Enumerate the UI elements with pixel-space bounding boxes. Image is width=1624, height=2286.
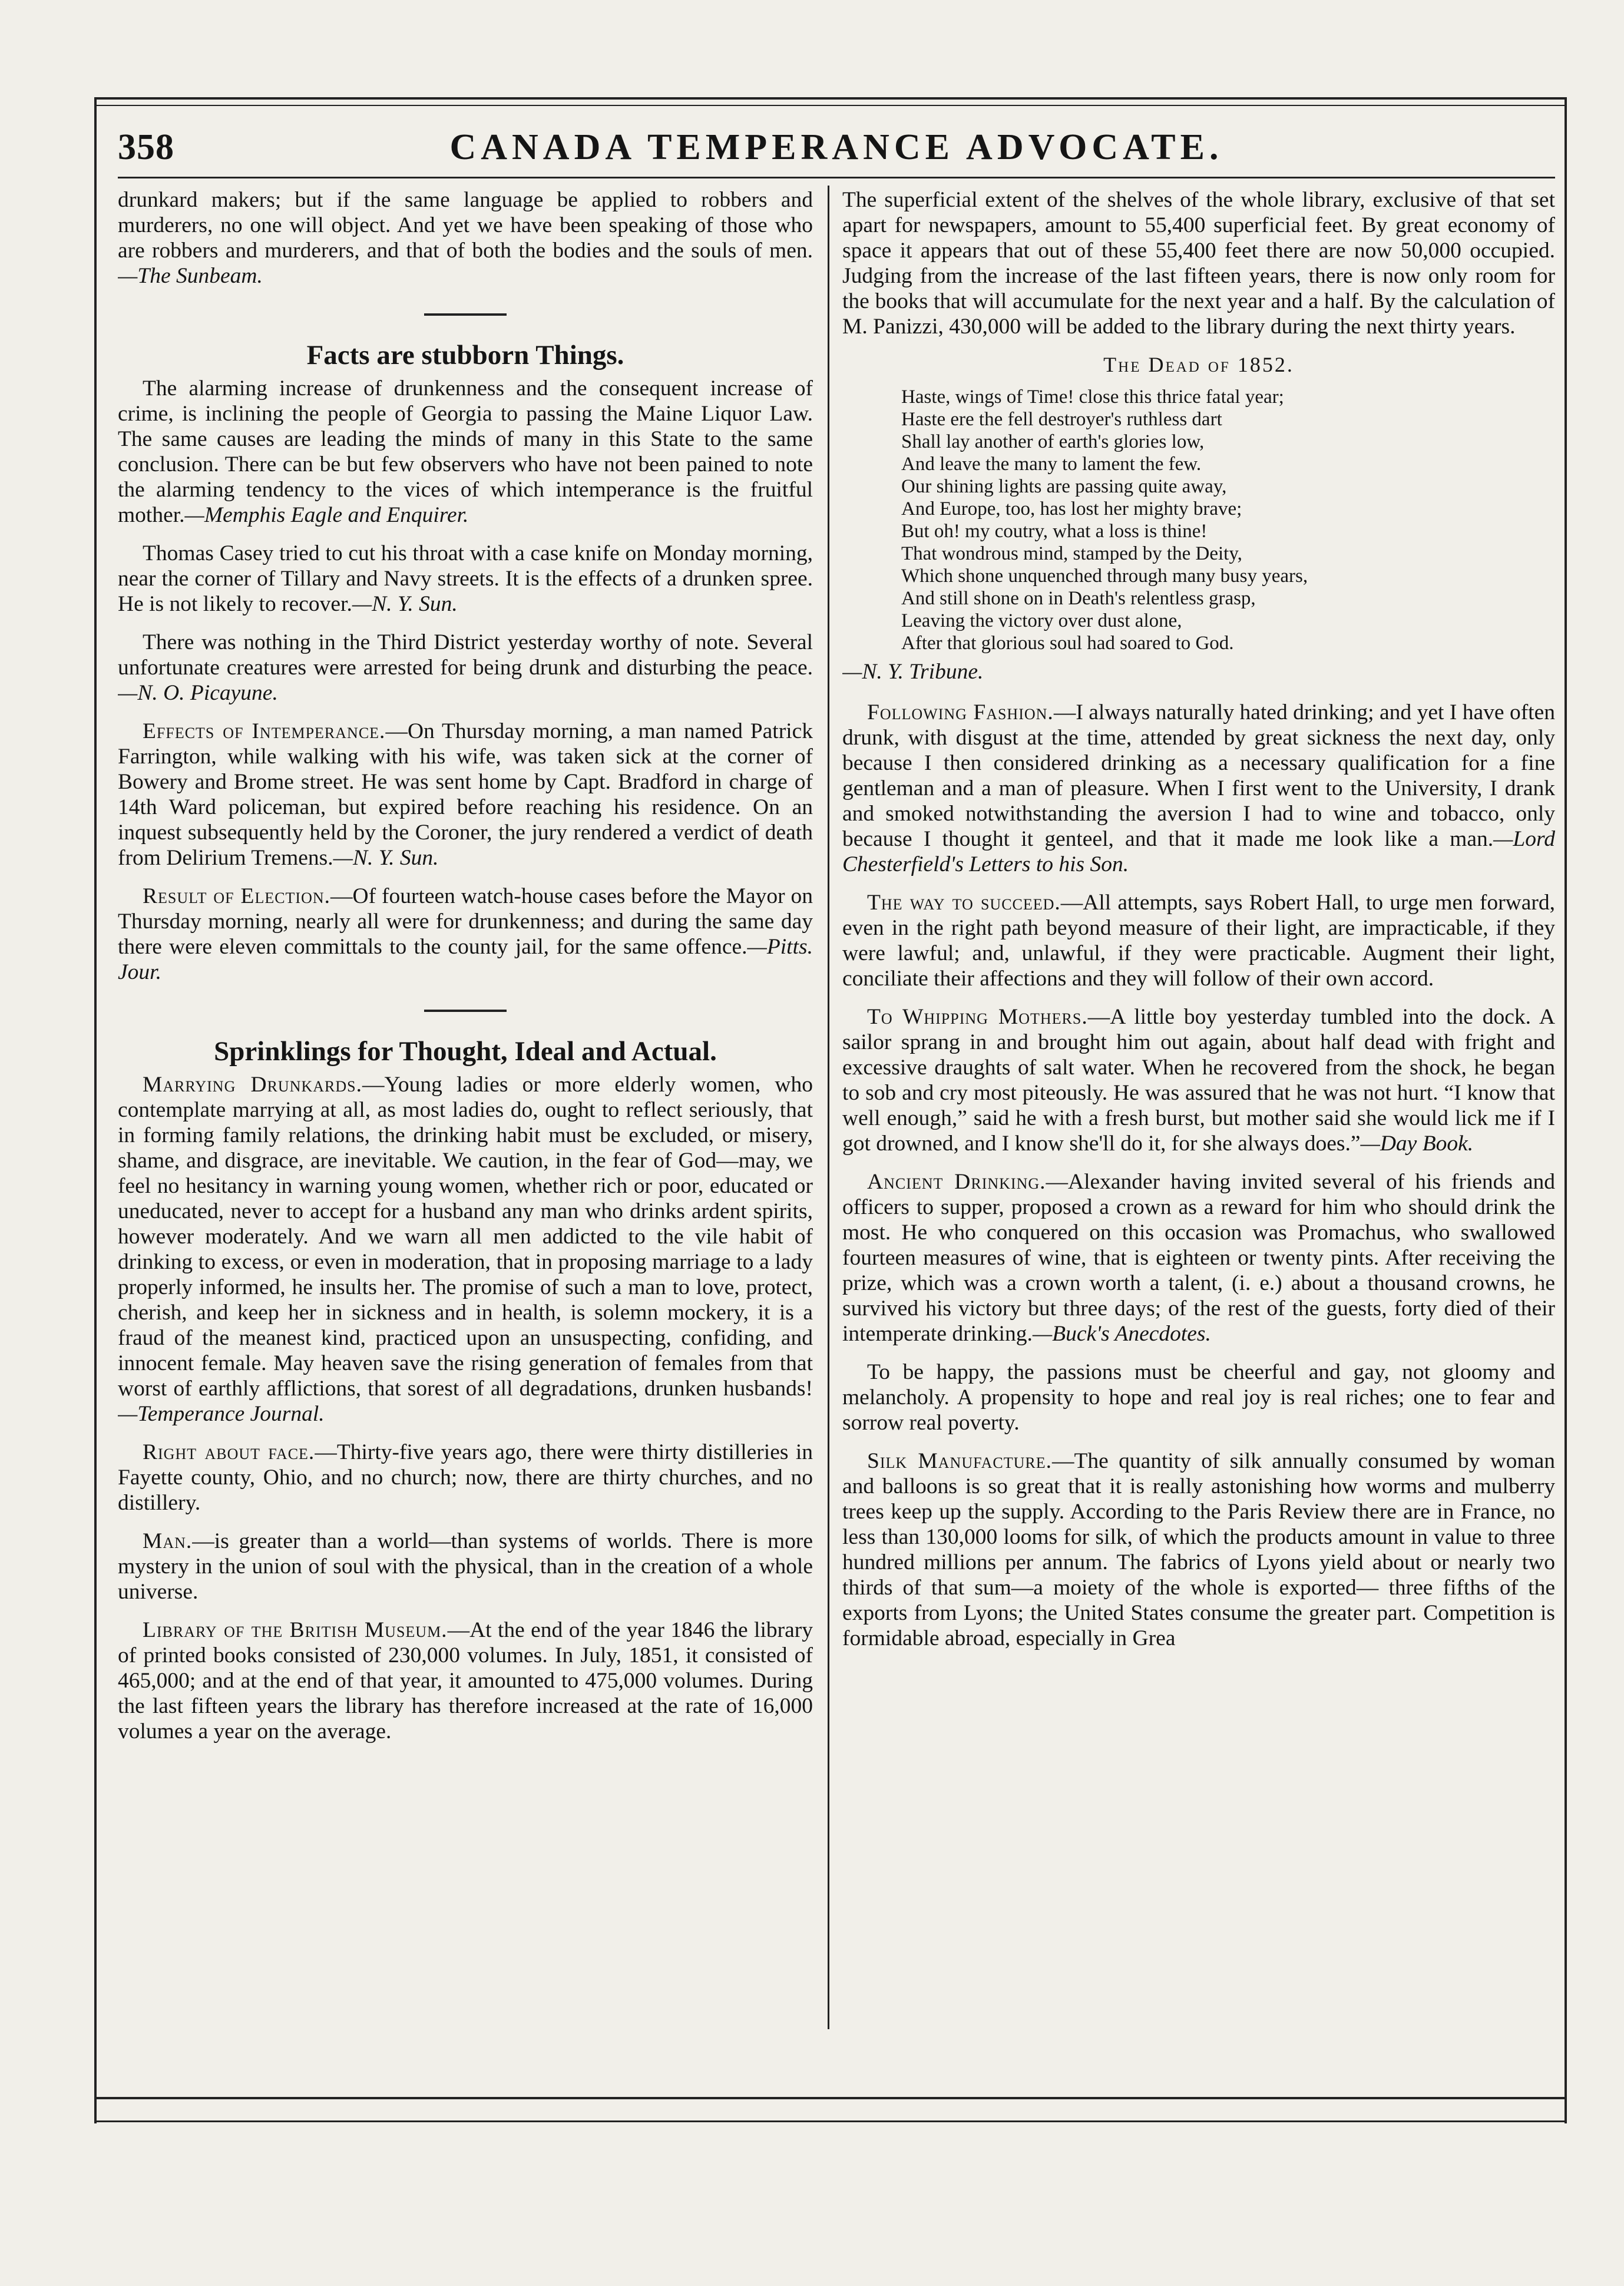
header-rule bbox=[118, 177, 1555, 178]
poem-line: And leave the many to lament the few. bbox=[901, 454, 1202, 475]
source-credit: —N. Y. Sun. bbox=[333, 846, 439, 870]
poem-line: But oh! my coutry, what a loss is thine! bbox=[901, 521, 1208, 542]
paragraph-text: To be happy, the passions must be cheerful and gay, not gloomy and melancholy. A propensity to hope and real joy is real riches; one to fear and sorrow real poverty. bbox=[842, 1360, 1555, 1435]
poem-title: The Dead of 1852. bbox=[1103, 353, 1294, 376]
poem-line: Shall lay another of earth's glories low, bbox=[901, 431, 1205, 452]
paragraph-text: —All attempts, says Robert Hall, to urge men forward, even in the right path beyond measure of their light, are impracticable, if they were lawful; and, unlawful, if they were practicable. Augment their light, conciliate their affections and they will follow of their own accord. bbox=[842, 891, 1555, 991]
running-title: CANADA TEMPERANCE ADVOCATE. bbox=[449, 127, 1223, 167]
article-paragraph bbox=[842, 700, 1555, 877]
column-divider bbox=[828, 186, 829, 2029]
poem-line: And Europe, too, has lost her mighty brave; bbox=[901, 498, 1242, 520]
paragraph-heading: Man. bbox=[143, 1529, 193, 1553]
paragraph-heading: Effects of Intemperance. bbox=[143, 719, 386, 743]
poem-line: Our shining lights are passing quite away, bbox=[901, 476, 1227, 497]
article-paragraph bbox=[118, 1529, 813, 1604]
section-title: Facts are stubborn Things. bbox=[306, 340, 624, 370]
source-credit: —Pitts. Jour. bbox=[118, 935, 813, 984]
article-paragraph bbox=[842, 1004, 1555, 1156]
article-paragraph bbox=[118, 630, 813, 706]
paragraph-text: drunkard makers; but if the same language be applied to robbers and murderers, no one will object. And yet we have been speaking of those who are robbers and murderers, and that of both the bodies and the souls of men. bbox=[118, 188, 813, 263]
source-credit: —N. O. Picayune. bbox=[118, 681, 278, 705]
article-paragraph bbox=[842, 1359, 1555, 1435]
source-credit: —Buck's Anecdotes. bbox=[1032, 1322, 1211, 1346]
paragraph-text: The alarming increase of drunkenness and the consequent increase of crime, is inclining the people of Georgia to passing the Maine Liquor Law. The same causes are leading the minds of many in this State to the same conclusion. There can be but few observers who have not been pained to note the alarming tendency to the vices of which intemperance is the fruitful mother. bbox=[118, 376, 813, 527]
article-paragraph bbox=[118, 376, 813, 528]
source-credit: —Memphis Eagle and Enquirer. bbox=[184, 503, 469, 527]
article-paragraph bbox=[118, 884, 813, 985]
source-credit: —Day Book. bbox=[1360, 1132, 1474, 1156]
paragraph-text: There was nothing in the Third District yesterday worthy of note. Several unfortunate creatures were arrested for being drunk and disturbing the peace. bbox=[118, 630, 813, 680]
section-title: Sprinklings for Thought, Ideal and Actual. bbox=[214, 1036, 717, 1067]
paragraph-text: —On Thursday morning, a man named Patrick Farrington, while walking with his wife, was taken sick at the corner of Bowery and Brome street. He was sent home by Capt. Bradford in charge of 14th Ward policeman, but expired before reaching his residence. On an inquest subsequently held by the Coroner, the jury rendered a verdict of death from Delirium Tremens. bbox=[118, 719, 813, 870]
bottom-border-rule-outer bbox=[94, 2120, 1567, 2122]
paragraph-heading: Marrying Drunkards. bbox=[143, 1073, 362, 1097]
paragraph-heading: Result of Election. bbox=[143, 884, 331, 908]
article-continuation bbox=[842, 187, 1555, 339]
section-rule bbox=[424, 1010, 507, 1012]
left-border-rule bbox=[94, 97, 97, 2123]
top-border-rule-inner bbox=[94, 105, 1567, 106]
article-paragraph bbox=[118, 1617, 813, 1744]
paragraph-text: —The quantity of silk annually consumed by woman and balloons is so great that it is really astonishing how worms and mulberry trees keep up the supply. According to the Paris Review there are in France, no less than 130,000 looms for silk, of which the products amount in value to three hundred millions per annum. The fabrics of Lyons yield about or nearly two thirds of that sum—a moiety of the whole is exported— three fifths of the exports from Lyons; the United States consume the greater part. Competition is formidable abroad, especially in Grea bbox=[842, 1449, 1555, 1650]
poem-line: And still shone on in Death's relentless grasp, bbox=[901, 588, 1256, 609]
article-paragraph bbox=[118, 719, 813, 871]
paragraph-heading: Silk Manufacture. bbox=[867, 1449, 1053, 1473]
paragraph-text: The superficial extent of the shelves of the whole library, exclusive of that set apart for newspapers, amount to 55,400 superficial feet. By great economy of space it appears that out of these 55,400 feet there are now 50,000 occupied. Judging from the increase of the last fifteen years, there is now only room for the books that will accumulate for the next year and a half. By the calculation of M. Panizzi, 430,000 will be added to the library during the next thirty years. bbox=[842, 188, 1555, 339]
paragraph-text: —is greater than a world—than systems of worlds. There is more mystery in the union of soul with the physical, than in the creation of a whole universe. bbox=[118, 1529, 813, 1604]
article-paragraph bbox=[842, 1448, 1555, 1651]
paragraph-text: —Of fourteen watch-house cases before the Mayor on Thursday morning, nearly all were for drunkenness; and during the same day there were eleven committals to the county jail, for the same offence. bbox=[118, 884, 813, 959]
source-credit: —Lord Chesterfield's Letters to his Son. bbox=[842, 827, 1555, 876]
poem-line: Haste ere the fell destroyer's ruthless dart bbox=[901, 409, 1222, 430]
paragraph-text: —At the end of the year 1846 the library of printed books consisted of 230,000 volumes. In July, 1851, it consisted of 465,000; and at the end of that year, it amounted to 475,000 volumes. During the last fifteen years the library has therefore increased at the rate of 16,000 volumes a year on the average. bbox=[118, 1618, 813, 1744]
article-continuation bbox=[118, 187, 813, 289]
paragraph-text: —A little boy yesterday tumbled into the dock. A sailor sprang in and brought him out again, about half dead with fright and excessive draughts of salt water. When he recovered from the shock, he began to sob and cry most piteously. He was assured that he was not hurt. “I know that well enough,” said he with a fresh burst, but mother said she would lick me if I got drowned, and I know she'll do it, for she always does.” bbox=[842, 1005, 1555, 1156]
article-paragraph bbox=[118, 1072, 813, 1427]
source-credit: —N. Y. Tribune. bbox=[842, 660, 984, 684]
page-number: 358 bbox=[118, 127, 174, 167]
paragraph-text: Thomas Casey tried to cut his throat with a case knife on Monday morning, near the corner of Tillary and Navy streets. It is the effects of a drunken spree. He is not likely to recover. bbox=[118, 541, 813, 616]
poem-line: Haste, wings of Time! close this thrice fatal year; bbox=[901, 386, 1284, 408]
article-paragraph bbox=[842, 1169, 1555, 1347]
article-paragraph bbox=[118, 541, 813, 617]
poem bbox=[901, 386, 1555, 654]
source-credit: —The Sunbeam. bbox=[118, 264, 263, 288]
paragraph-heading: Ancient Drinking. bbox=[867, 1170, 1046, 1194]
bottom-border-rule bbox=[94, 2097, 1567, 2099]
paragraph-text: —Alexander having invited several of his friends and officers to supper, proposed a crown as a reward for him who should drink the most. He who conquered on this occasion was Promachus, who swallowed fourteen measures of wine, that is eighteen or twenty pints. After receiving the prize, which was a crown worth a talent, (i. e.) about a thousand crowns, he survived his victory but three days; of the rest of the guests, forty died of their intemperate drinking. bbox=[842, 1170, 1555, 1346]
paragraph-heading: Following Fashion. bbox=[867, 700, 1054, 724]
paragraph-heading: Library of the British Museum. bbox=[143, 1618, 448, 1642]
paragraph-heading: Right about face. bbox=[143, 1440, 315, 1464]
poem-line: After that glorious soul had soared to God. bbox=[901, 633, 1234, 654]
paragraph-text: —I always naturally hated drinking; and yet I have often drunk, with disgust at the time, attended by great sickness the next day, only because I then considered drinking as a necessary qualification for a fine gentleman and a man of pleasure. When I first went to the University, I drank and smoked notwithstanding the aversion I had to wine and tobacco, only because I thought it genteel, and that it made me look like a man. bbox=[842, 700, 1555, 851]
article-paragraph bbox=[118, 1440, 813, 1516]
source-credit: —N. Y. Sun. bbox=[352, 592, 458, 616]
top-border-rule bbox=[94, 97, 1567, 100]
poem-line: Which shone unquenched through many busy years, bbox=[901, 565, 1308, 587]
poem-line: Leaving the victory over dust alone, bbox=[901, 610, 1182, 631]
paragraph-text: —Young ladies or more elderly women, who contemplate marrying at all, as most ladies do, ought to reflect seriously, that in forming family relations, the drinking habit must be excluded, or misery, shame, and disgrace, are inevitable. We caution, in the fear of God—may, we feel no hesitancy in warning young women, whether rich or poor, educated or uneducated, never to accept for a husband any man who drinks ardent spirits, however moderately. And we warn all men addicted to the vile habit of drinking to excess, or even in moderation, that in proposing marriage to a lady properly informed, he insults her. The promise of such a man to love, protect, cherish, and keep her in sickness and in health, is solemn mockery, it is a fraud of the meanest kind, practiced upon an unsuspecting, confiding, and innocent female. May heaven save the rising generation of females from that worst of earthly afflictions, that sorest of all degradations, drunken husbands! bbox=[118, 1073, 813, 1401]
paragraph-heading: The way to succeed. bbox=[867, 891, 1061, 915]
section-rule bbox=[424, 313, 507, 316]
page-header bbox=[118, 127, 1555, 171]
poem-line: That wondrous mind, stamped by the Deity, bbox=[901, 543, 1242, 564]
right-column bbox=[842, 187, 1555, 2025]
paragraph-heading: To Whipping Mothers. bbox=[867, 1005, 1088, 1029]
paragraph-text: —Thirty-five years ago, there were thirty distilleries in Fayette county, Ohio, and no church; now, there are thirty churches, and no distillery. bbox=[118, 1440, 813, 1515]
source-credit: —Temperance Journal. bbox=[118, 1402, 325, 1426]
left-column bbox=[118, 187, 813, 2025]
article-paragraph bbox=[842, 890, 1555, 991]
right-border-rule bbox=[1565, 97, 1567, 2123]
